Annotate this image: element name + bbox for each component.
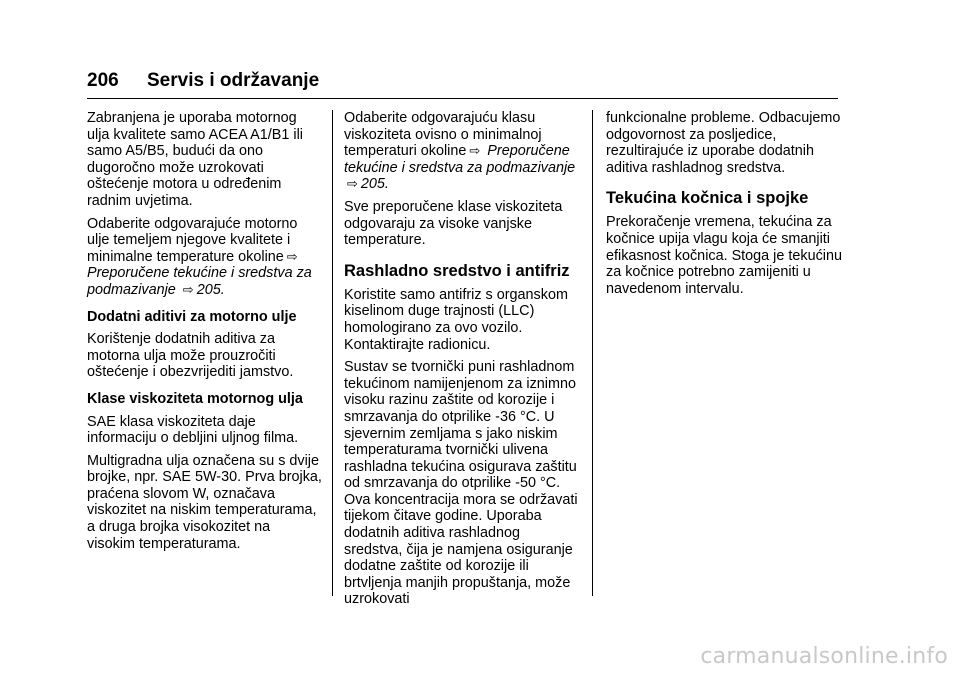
section-title: Servis i održavanje — [147, 70, 320, 91]
cross-reference-link[interactable]: Preporučene tekućine i sredstva za podmazivanje ⇨ 205. — [87, 265, 312, 298]
subheading: Dodatni aditivi za motorno ulje — [87, 308, 297, 325]
paragraph — [344, 110, 580, 193]
cross-reference-arrow-icon: ⇨ — [286, 248, 298, 264]
paragraph: Sustav se tvornički puni rashladnom tekućinom namijenjenom za iznimno visoku razinu zaštite od korozije i smrzavanja do otprilike -36 °C. U sjevernim zemljama s jako niskim temperaturama tvornički ulivena rashladna tekućina osigurava zaštitu od smrzavanja do otprilike -50 °C. Ova koncentracija mora se održavati tijekom čitave godine. Uporaba dodatnih aditiva rashladnog sredstva, čija je namjena osiguranje dodatne zaštite od korozije ili brtvljenja manjih propuštanja, može uzrokovati — [344, 359, 578, 608]
paragraph — [87, 216, 322, 299]
column-separator — [332, 110, 333, 596]
header-rule — [87, 98, 838, 99]
watermark: carmanualsonline.info — [700, 644, 948, 669]
paragraph: Zabranjena je uporaba motornog ulja kvalitete samo ACEA A1/B1 ili samo A5/B5, budući da ono dugoročno može uzrokovati oštećenje motora u određenim radnim uvjetima. — [87, 110, 303, 209]
paragraph: Korištenje dodatnih aditiva za motorna ulja može prouzročiti oštećenje i obezvrijediti jamstvo. — [87, 331, 294, 381]
cross-reference-link[interactable]: Preporučene tekućine i sredstva za podmazivanje ⇨ 205. — [344, 143, 576, 193]
column-separator — [592, 110, 593, 596]
paragraph: SAE klasa viskoziteta daje informaciju o debljini uljnog filma. — [87, 413, 299, 447]
column-3 — [606, 110, 842, 303]
paragraph: Koristite samo antifriz s organskom kiselinom duge trajnosti (LLC) homologirano za ovo vozilo. Kontaktirajte radionicu. — [344, 286, 568, 353]
section-heading: Rashladno sredstvo i antifriz — [344, 261, 570, 280]
subheading: Klase viskoziteta motornog ulja — [87, 390, 303, 407]
paragraph: funkcionalne probleme. Odbacujemo odgovornost za posljedice, rezultirajuće iz uporabe dodatnih aditiva rashladnog sredstva. — [606, 110, 841, 176]
section-heading: Tekućina kočnica i spojke — [606, 189, 809, 208]
column-2 — [344, 110, 580, 614]
page-number: 206 — [87, 70, 119, 91]
paragraph: Multigradna ulja označena su s dvije brojke, npr. SAE 5W-30. Prva brojka, praćena slovom W, označava viskozitet na niskim temperaturama, a druga brojka visokozitet na visokim temperaturama. — [87, 452, 322, 552]
paragraph-text: Odaberite odgovarajuću klasu viskoziteta ovisno o minimalnoj temperaturi okoline — [344, 110, 542, 160]
paragraph: Prekoračenje vremena, tekućina za kočnice upija vlagu koja će smanjiti efikasnost kočnica. Stoga je tekućinu za kočnice potrebno zamijeniti u navedenom intervalu. — [606, 214, 842, 297]
column-1 — [87, 110, 322, 558]
paragraph-text: Odaberite odgovarajuće motorno ulje temeljem njegove kvalitete i minimalne temperature okoline — [87, 215, 298, 265]
paragraph: Sve preporučene klase viskoziteta odgovaraju za visoke vanjske temperature. — [344, 198, 563, 249]
cross-reference-arrow-icon: ⇨ — [469, 143, 481, 159]
